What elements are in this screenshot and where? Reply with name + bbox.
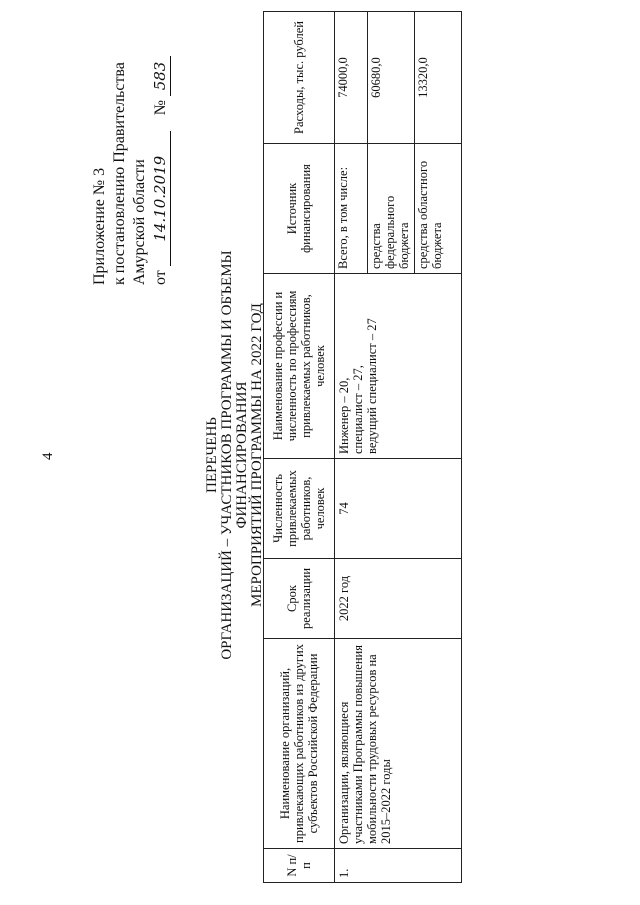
document-title [205,185,265,725]
profession-line: ведущий специалист – 27 [365,318,379,454]
header-cell: Расходы, тыс. рублей [264,12,335,144]
header-cell: Численность привлекаемых работников, человек [264,459,335,559]
expense-value: 13320,0 [414,12,461,143]
number-prefix: № [152,99,169,116]
appendix-line: к постановлению Правительства [111,62,128,285]
expense-value: 60680,0 [367,12,414,143]
participants-table [263,11,462,883]
expenses-cell [335,12,462,144]
term-cell: 2022 год [335,559,462,639]
number-value: 583 [150,56,171,96]
appendix-block [90,56,171,285]
source-item: Всего, в том числе: [336,166,350,269]
title-line: МЕРОПРИЯТИЙ ПРОГРАММЫ НА 2022 ГОД [249,303,265,607]
sources-cell [335,144,462,274]
page-number: 4 [40,452,56,460]
table-header-row [264,12,335,883]
source-item: средства областного бюджета [414,144,461,273]
expense-value: 74000,0 [336,57,350,98]
profession-line: специалист – 27, [351,365,365,454]
count-cell: 74 [335,459,462,559]
date-value: 14.10.2019 [150,131,171,266]
organization-cell: Организации, являющиеся участниками Программы повышения мобильности трудовых ресурсов на 2015–2022 годы [335,639,462,849]
title-line: ПЕРЕЧЕНЬ [204,417,220,493]
appendix-date-line [150,56,171,285]
header-cell: Наименование профессии и численность по профессиям привлекаемых работников, человек [264,274,335,459]
source-item: средства федерального бюджета [367,144,414,273]
appendix-line: Амурской области [131,159,148,285]
professions-cell [335,274,462,459]
row-number: 1. [335,849,462,883]
header-cell: Срок реализации [264,559,335,639]
date-prefix: от [152,270,169,285]
table-row [335,12,462,883]
profession-line: Инженер – 20, [337,377,351,454]
title-line: ОРГАНИЗАЦИЙ – УЧАСТНИКОВ ПРОГРАММЫ И ОБЪЕМЫ ФИНАНСИРОВАНИЯ [219,250,250,660]
header-cell: Источник финансирования [264,144,335,274]
header-cell: N п/п [264,849,335,883]
appendix-line: Приложение № 3 [91,167,108,285]
header-cell: Наименование организаций, привлекающих работников из других субъектов Российской Федерации [264,639,335,849]
